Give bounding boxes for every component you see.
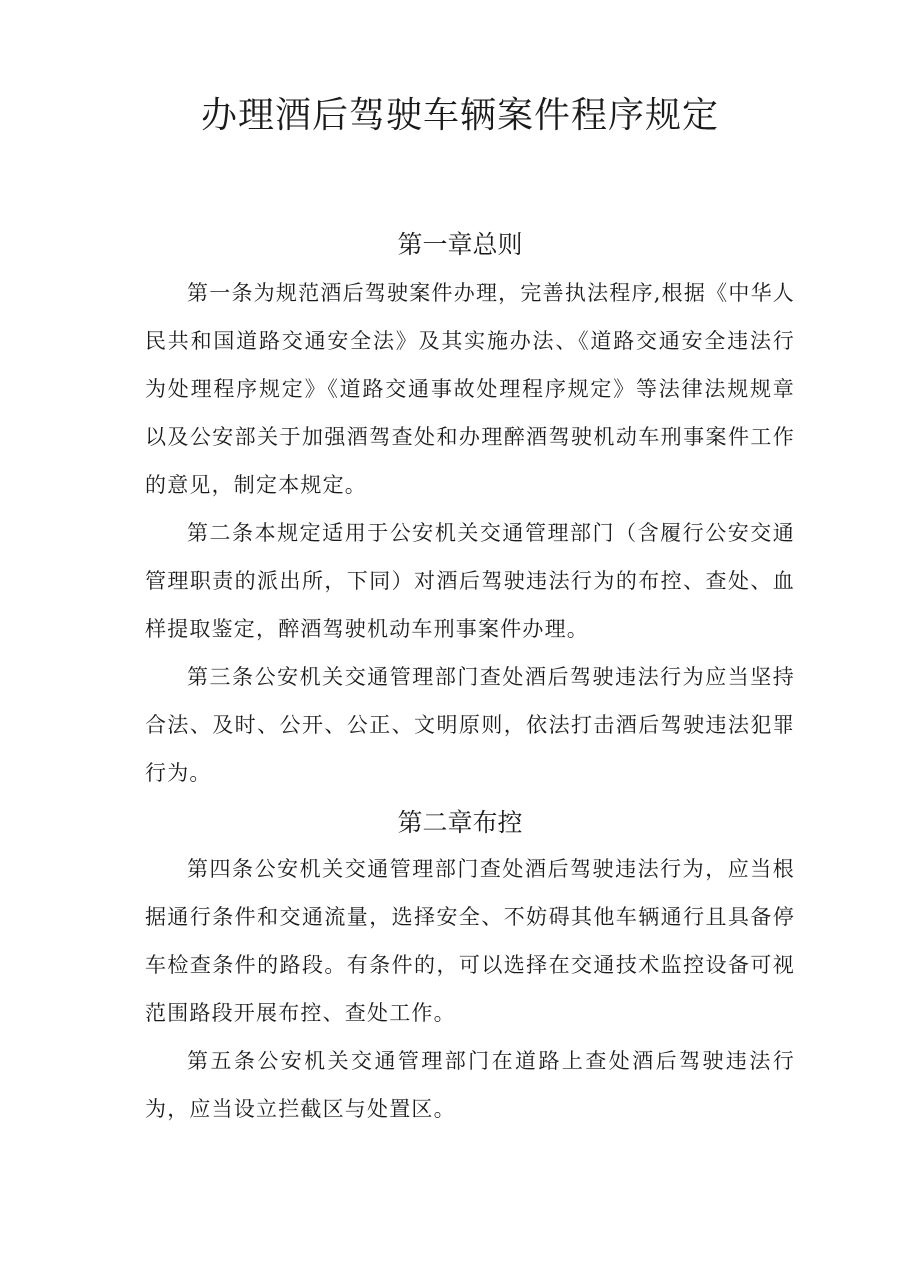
document-title: 办理酒后驾驶车辆案件程序规定 [200, 95, 719, 136]
chapter-heading-1: 第一章总则 [397, 230, 523, 259]
chapter-heading-2: 第二章布控 [397, 808, 523, 837]
article-3: 第三条公安机关交通管理部门查处酒后驾驶违法行为应当坚持合法、及时、公开、公正、文明原则，依法打击酒后驾驶违法犯罪行为。 [145, 665, 795, 785]
article-1: 第一条为规范酒后驾驶案件办理，完善执法程序,根据《中华人民共和国道路交通安全法》及其实施办法、《道路交通安全违法行为处理程序规定》《道路交通事故处理程序规定》等法律法规规章以及公安部关于加强酒驾查处和办理醉酒驾驶机动车刑事案件工作的意见，制定本规定。 [145, 281, 795, 497]
article-2: 第二条本规定适用于公安机关交通管理部门（含履行公安交通管理职责的派出所，下同）对酒后驾驶违法行为的布控、查处、血样提取鉴定，醉酒驾驶机动车刑事案件办理。 [145, 521, 795, 641]
article-4: 第四条公安机关交通管理部门查处酒后驾驶违法行为，应当根据通行条件和交通流量，选择安全、不妨碍其他车辆通行且具备停车检查条件的路段。有条件的，可以选择在交通技术监控设备可视范围路段开展布控、查处工作。 [145, 857, 795, 1025]
article-5: 第五条公安机关交通管理部门在道路上查处酒后驾驶违法行为，应当设立拦截区与处置区。 [145, 1049, 795, 1121]
